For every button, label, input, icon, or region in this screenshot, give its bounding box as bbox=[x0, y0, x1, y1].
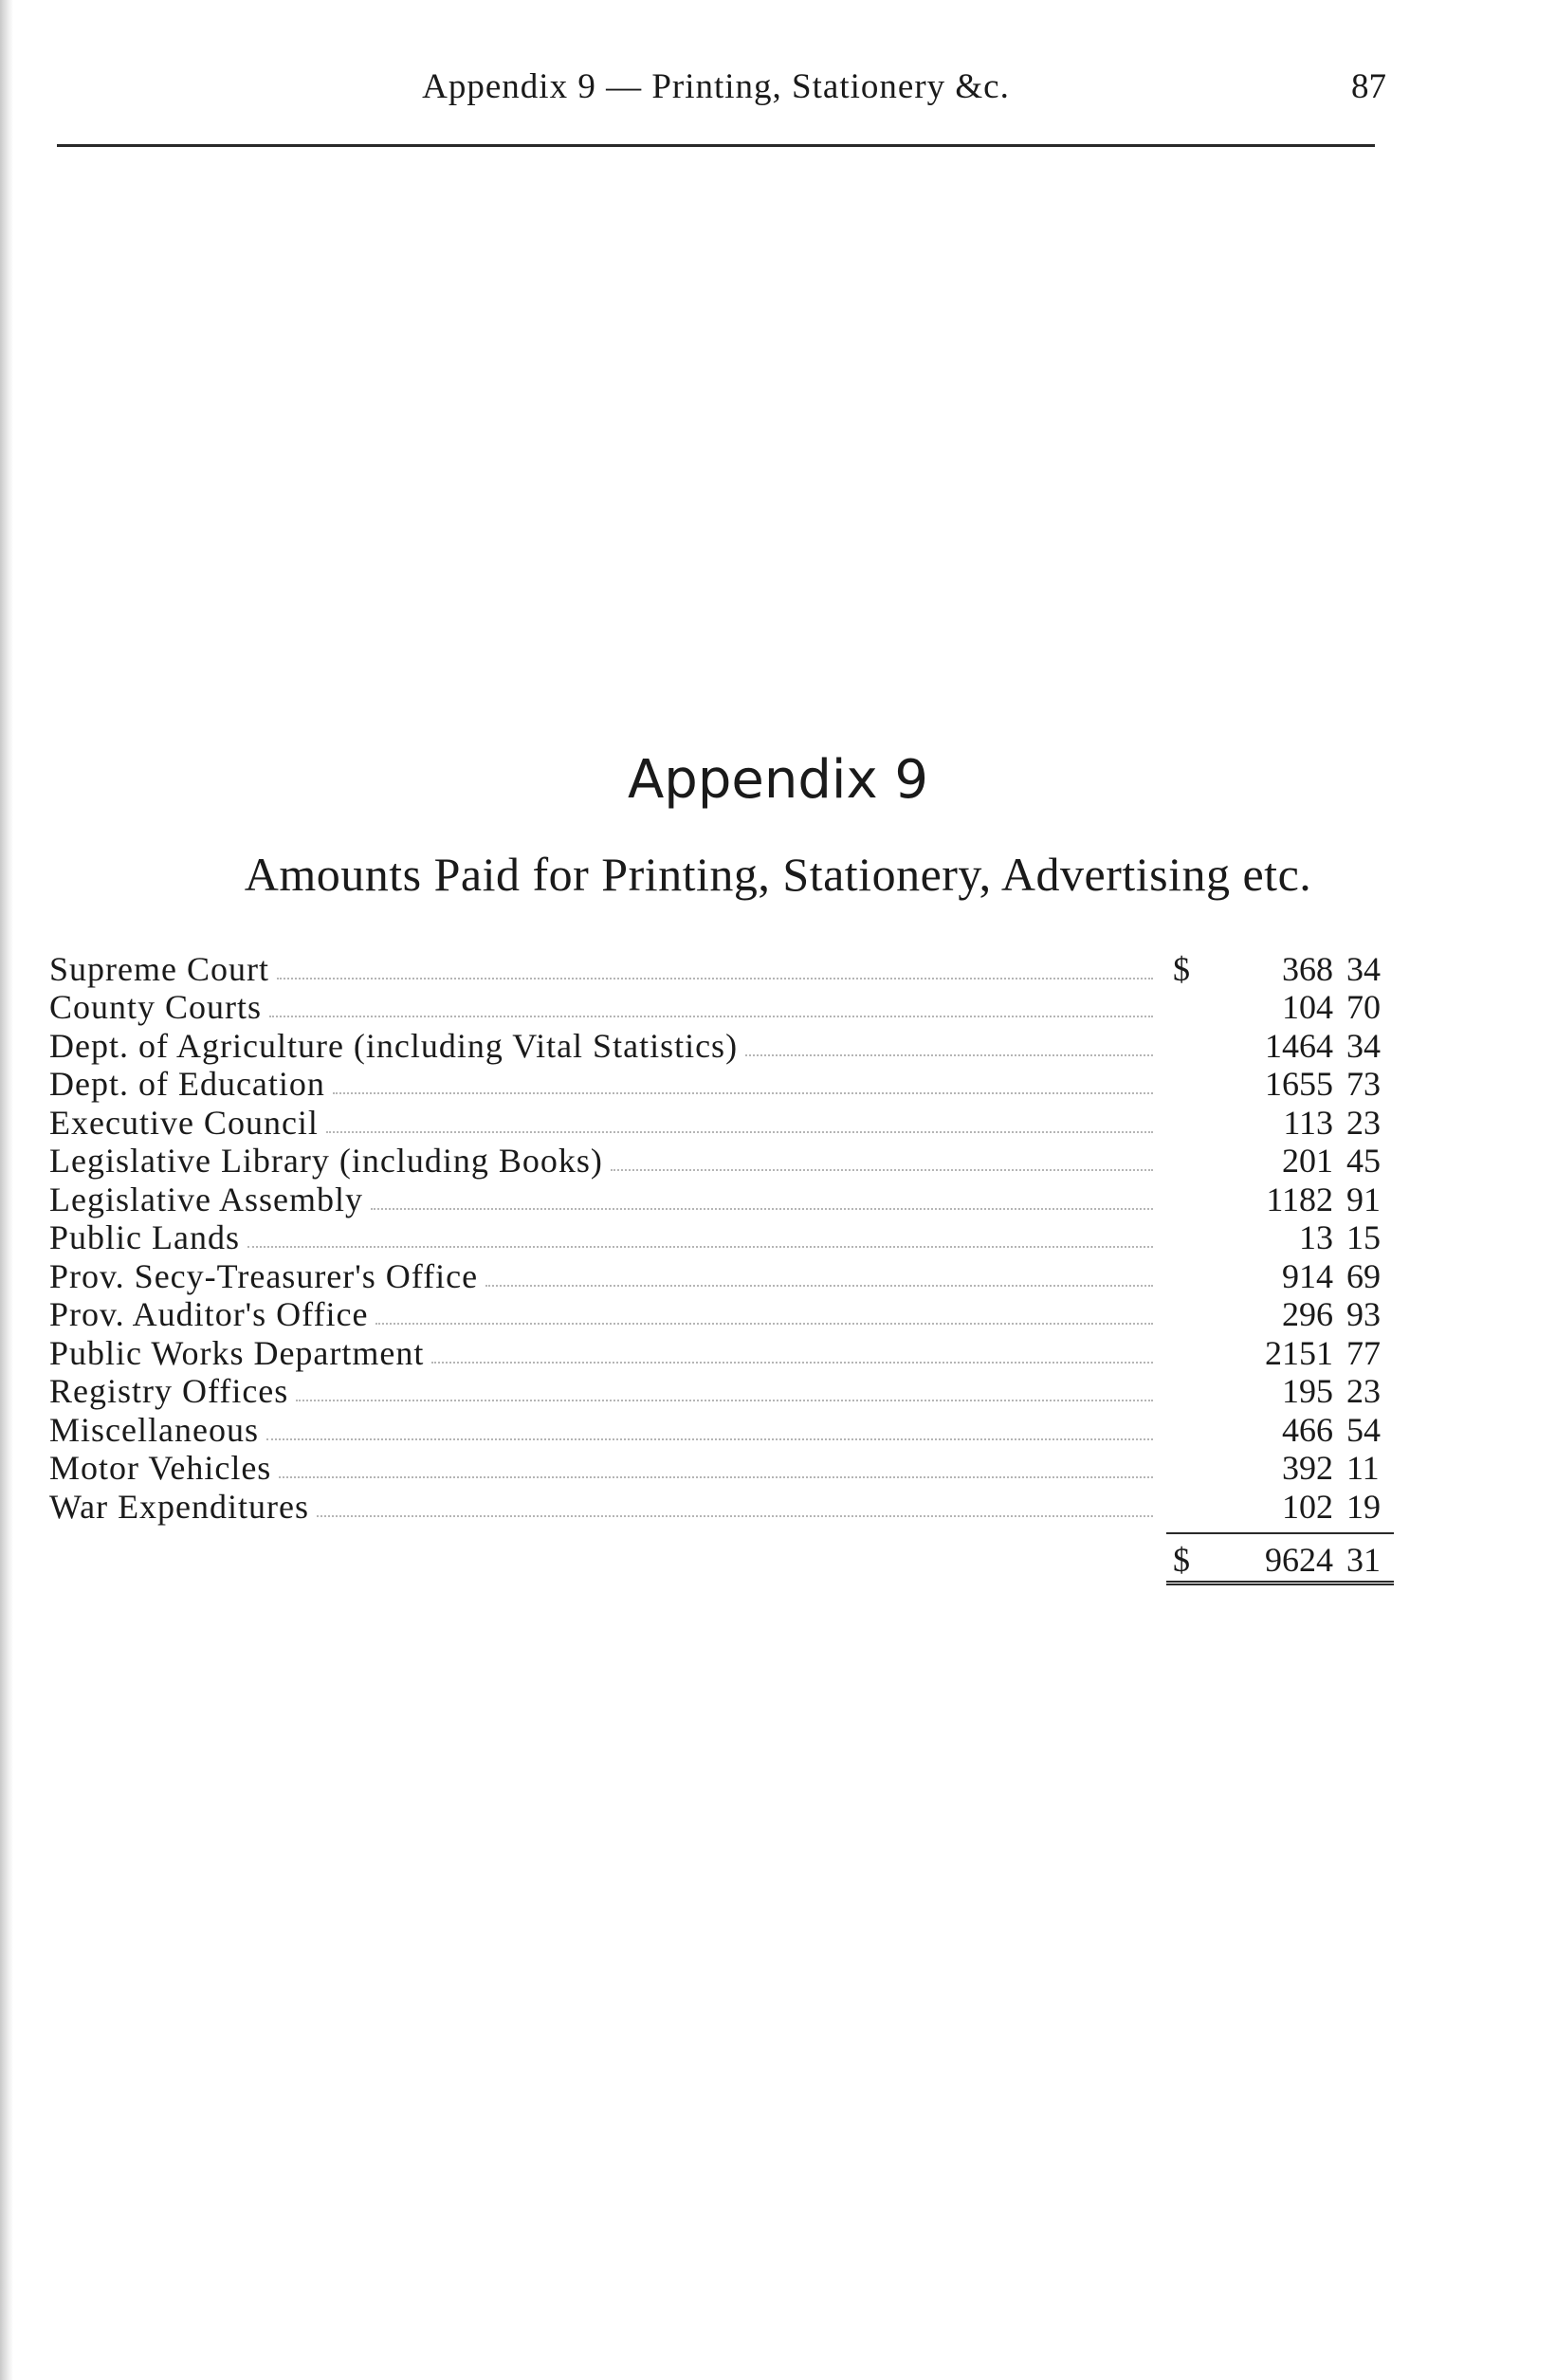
item-label: Supreme Court bbox=[49, 949, 269, 988]
dot-leader bbox=[485, 1285, 1153, 1287]
table-row bbox=[49, 1371, 1394, 1410]
item-cents: 93 bbox=[1346, 1295, 1381, 1333]
running-head bbox=[57, 59, 1386, 116]
dot-leader bbox=[277, 978, 1153, 979]
item-dollars: 296 bbox=[1282, 1295, 1333, 1333]
table-row bbox=[49, 1217, 1394, 1256]
item-label: War Expenditures bbox=[49, 1487, 310, 1526]
item-label: Public Works Department bbox=[49, 1333, 425, 1372]
item-label: Prov. Auditor's Office bbox=[49, 1295, 369, 1333]
item-dollars: 1655 bbox=[1265, 1065, 1333, 1103]
item-dollars: 368 bbox=[1282, 949, 1333, 988]
expenditure-rows bbox=[49, 948, 1394, 1525]
total-dollars: 9624 bbox=[1265, 1540, 1333, 1579]
dot-leader bbox=[269, 1016, 1153, 1017]
item-cents: 34 bbox=[1346, 949, 1381, 988]
item-cents: 19 bbox=[1346, 1487, 1381, 1526]
item-dollars: 2151 bbox=[1265, 1333, 1333, 1372]
dot-leader bbox=[317, 1515, 1153, 1517]
item-dollars: 1182 bbox=[1266, 1180, 1333, 1218]
total-currency: $ bbox=[1173, 1540, 1190, 1579]
item-cents: 11 bbox=[1346, 1449, 1380, 1487]
dot-leader bbox=[371, 1208, 1153, 1210]
item-dollars: 201 bbox=[1282, 1142, 1333, 1180]
item-dollars: 102 bbox=[1282, 1487, 1333, 1526]
dot-leader bbox=[611, 1169, 1153, 1171]
expenditure-table bbox=[49, 948, 1394, 1578]
table-row bbox=[49, 1255, 1394, 1294]
item-cents: 77 bbox=[1346, 1333, 1381, 1372]
page-number: 87 bbox=[1351, 67, 1386, 106]
item-cents: 23 bbox=[1346, 1103, 1381, 1142]
item-label: Dept. of Agriculture (including Vital Statistics) bbox=[49, 1026, 739, 1065]
table-row bbox=[49, 1294, 1394, 1333]
item-label: Executive Council bbox=[49, 1103, 319, 1142]
item-cents: 91 bbox=[1346, 1180, 1381, 1218]
total-cents: 31 bbox=[1346, 1540, 1381, 1579]
item-cents: 23 bbox=[1346, 1372, 1381, 1410]
item-label: County Courts bbox=[49, 988, 263, 1026]
dot-leader bbox=[333, 1092, 1153, 1094]
item-label: Public Lands bbox=[49, 1218, 240, 1256]
dot-leader bbox=[326, 1131, 1153, 1133]
item-dollars: 914 bbox=[1282, 1256, 1333, 1295]
item-dollars: 466 bbox=[1282, 1410, 1333, 1449]
item-cents: 69 bbox=[1346, 1256, 1381, 1295]
item-label: Miscellaneous bbox=[49, 1410, 259, 1449]
item-label: Dept. of Education bbox=[49, 1065, 325, 1103]
page-edge-shadow bbox=[0, 0, 13, 2380]
item-label: Registry Offices bbox=[49, 1372, 289, 1410]
item-cents: 70 bbox=[1346, 988, 1381, 1026]
appendix-subheading: Amounts Paid for Printing, Stationery, Advertising etc. bbox=[244, 848, 1312, 901]
item-dollars: 392 bbox=[1282, 1449, 1333, 1487]
item-dollars: 1464 bbox=[1265, 1026, 1333, 1065]
table-row bbox=[49, 1448, 1394, 1487]
dot-leader bbox=[279, 1476, 1153, 1478]
item-cents: 73 bbox=[1346, 1065, 1381, 1103]
table-row bbox=[49, 1486, 1394, 1525]
appendix-heading: Appendix 9 bbox=[627, 749, 929, 811]
table-row bbox=[49, 1409, 1394, 1448]
dot-leader bbox=[431, 1362, 1153, 1364]
dot-leader bbox=[296, 1400, 1153, 1401]
table-row bbox=[49, 1141, 1394, 1180]
running-title: Appendix 9 — Printing, Stationery &c. bbox=[422, 67, 1010, 106]
item-dollars: 195 bbox=[1282, 1372, 1333, 1410]
item-dollars: 13 bbox=[1299, 1218, 1333, 1256]
item-label: Legislative Assembly bbox=[49, 1180, 363, 1218]
table-row bbox=[49, 1102, 1394, 1141]
item-label: Motor Vehicles bbox=[49, 1449, 272, 1487]
total-row bbox=[49, 1532, 1394, 1578]
table-row bbox=[49, 1064, 1394, 1103]
dot-leader bbox=[745, 1054, 1153, 1056]
table-row bbox=[49, 1025, 1394, 1064]
item-dollars: 104 bbox=[1282, 988, 1333, 1026]
table-row bbox=[49, 948, 1394, 987]
dot-leader bbox=[375, 1323, 1153, 1325]
item-dollars: 113 bbox=[1283, 1103, 1333, 1142]
total-double-rule bbox=[1166, 1581, 1394, 1585]
item-cents: 34 bbox=[1346, 1026, 1381, 1065]
item-cents: 45 bbox=[1346, 1142, 1381, 1180]
item-label: Legislative Library (including Books) bbox=[49, 1142, 603, 1180]
table-row bbox=[49, 1332, 1394, 1371]
item-label: Prov. Secy-Treasurer's Office bbox=[49, 1256, 479, 1295]
header-rule bbox=[57, 144, 1375, 147]
total-top-rule bbox=[1166, 1532, 1394, 1534]
table-row bbox=[49, 1179, 1394, 1217]
table-row bbox=[49, 987, 1394, 1026]
dot-leader bbox=[266, 1438, 1153, 1440]
item-cents: 54 bbox=[1346, 1410, 1381, 1449]
dot-leader bbox=[247, 1246, 1153, 1248]
item-currency: $ bbox=[1173, 949, 1190, 988]
item-cents: 15 bbox=[1346, 1218, 1381, 1256]
